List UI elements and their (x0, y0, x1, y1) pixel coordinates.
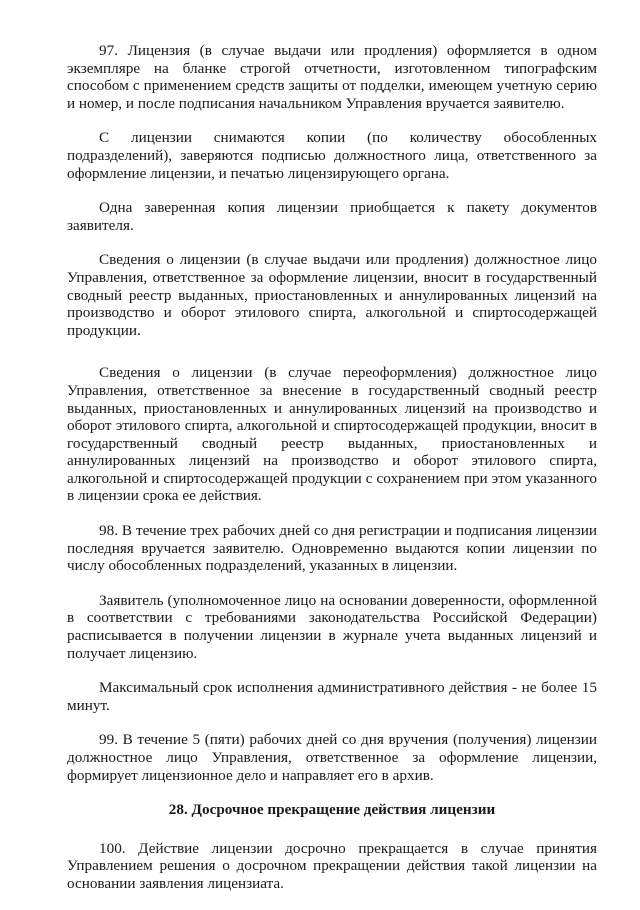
paragraph-max-time: Максимальный срок исполнения административного действия - не более 15 минут. (67, 679, 597, 714)
paragraph-98: 98. В течение трех рабочих дней со дня регистрации и подписания лицензии последняя вручается заявителю. Одновременно выдаются копии лицензии по числу обособленных подразделений, указанных в лицензии. (67, 522, 597, 575)
paragraph-registry-issue: Сведения о лицензии (в случае выдачи или продления) должностное лицо Управления, ответственное за оформление лицензии, вносит в государственный сводный реестр выданных, приостановленных и аннулированных лицензий на производство и оборот этилового спирта, алкогольной и спиртосодержащей продукции. (67, 251, 597, 339)
paragraph-100: 100. Действие лицензии досрочно прекращается в случае принятия Управлением решения о досрочном прекращении действия такой лицензии на основании заявления лицензиата. (67, 839, 597, 892)
paragraph-97: 97. Лицензия (в случае выдачи или продления) оформляется в одном экземпляре на бланке строгой отчетности, изготовленном типографским способом с применением средств защиты от подделки, имеющем учетную серию и номер, и после подписания начальником Управления вручается заявителю. (67, 42, 597, 112)
paragraph-applicant-signature: Заявитель (уполномоченное лицо на основании доверенности, оформленной в соответствии с требованиями законодательства Российской Федерации) расписывается в получении лицензии в журнале учета выданных лицензий и получает лицензию. (67, 591, 597, 662)
document-page (67, 42, 597, 910)
section-heading: 28. Досрочное прекращение действия лицензии (168, 801, 496, 819)
paragraph-99: 99. В течение 5 (пяти) рабочих дней со дня вручения (получения) лицензии должностное лицо Управления, ответственное за оформление лицензии, формирует лицензионное дело и направляет его в архив. (67, 731, 597, 784)
paragraph-certified-copy: Одна заверенная копия лицензии приобщается к пакету документов заявителя. (67, 199, 597, 234)
paragraph-copies: С лицензии снимаются копии (по количеству обособленных подразделений), заверяются подписью должностного лица, ответственного за оформление лицензии, и печатью лицензирующего органа. (67, 129, 597, 182)
paragraph-registry-reissue: Сведения о лицензии (в случае переоформления) должностное лицо Управления, ответственное за внесение в государственный сводный реестр выданных, приостановленных и аннулированных лицензий на производство и оборот этилового спирта, алкогольной и спиртосодержащей продукции, вносит в государственный сводный реестр выданных, приостановленных и аннулированных лицензий на производство и оборот этилового спирта, алкогольной и спиртосодержащей продукции с сохранением при этом указанного в лицензии срока ее действия. (67, 364, 597, 505)
